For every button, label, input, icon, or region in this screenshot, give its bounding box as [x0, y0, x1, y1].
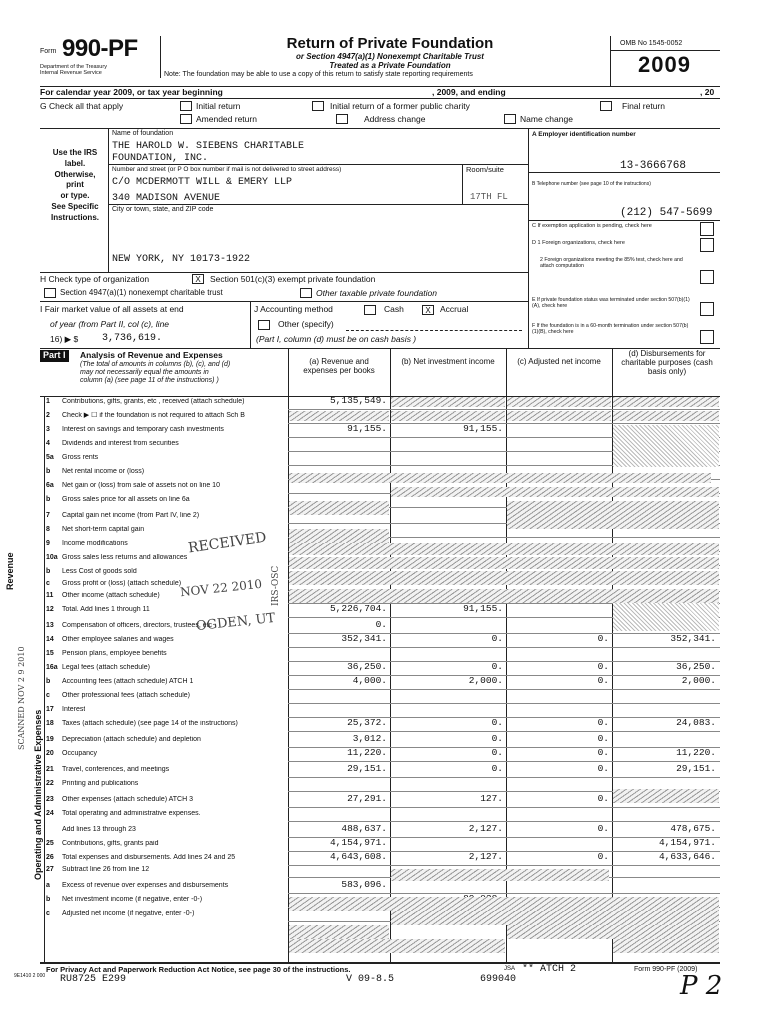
- d1-label: D 1 Foreign organizations, check here: [532, 240, 625, 246]
- row-value-b: 2,127.: [468, 851, 503, 862]
- footer-version: V 09-8.5: [346, 974, 395, 985]
- row-label: Net short-term capital gain: [62, 526, 145, 533]
- atch-label: ** ATCH 2: [522, 964, 577, 975]
- row-number: 21: [46, 766, 54, 773]
- row-number: c: [46, 910, 50, 917]
- row-label: Total. Add lines 1 through 11: [62, 606, 150, 613]
- j-accrual-label: Accrual: [440, 304, 469, 314]
- row-value-d: 352,341.: [670, 633, 716, 644]
- phone-value: (212) 547-5699: [620, 207, 713, 219]
- row-value-a: 0.: [375, 619, 387, 630]
- h-501-checkbox[interactable]: X: [192, 274, 204, 284]
- col-b-header: (b) Net investment income: [401, 357, 495, 366]
- f-checkbox[interactable]: [700, 330, 714, 344]
- row-number: 23: [46, 796, 54, 803]
- row-number: 8: [46, 526, 50, 533]
- row-value-d: 11,220.: [676, 747, 716, 758]
- f-label: F If the foundation is in a 60-month termination under section 507(b)(1)(B), check here: [532, 323, 689, 335]
- footer-code-2: RU8725 E299: [60, 974, 127, 985]
- row-number: 13: [46, 622, 54, 629]
- calendar-year-line: For calendar year 2009, or tax year beginning: [40, 87, 223, 97]
- initial-former-checkbox[interactable]: [312, 101, 324, 111]
- row-value-a: 27,291.: [347, 793, 387, 804]
- row-label: Check ▶ ☐ if the foundation is not required to attach Sch B: [62, 412, 245, 419]
- row-value-a: 5,226,704.: [329, 603, 387, 614]
- row-number: 19: [46, 736, 54, 743]
- row-value-b: 91,155.: [463, 603, 503, 614]
- row-label: Adjusted net income (if negative, enter -0-): [62, 910, 195, 917]
- col-d-header: (d) Disbursements for charitable purposes (cash basis only): [621, 349, 713, 376]
- row-number: 16a: [46, 664, 58, 671]
- row-value-b: 127.: [480, 793, 503, 804]
- final-return-checkbox[interactable]: [600, 101, 612, 111]
- row-label: Gross sales less returns and allowances: [62, 554, 188, 561]
- row-value-c: 0.: [597, 793, 609, 804]
- row-number: 11: [46, 592, 54, 599]
- row-number: 1: [46, 398, 50, 405]
- row-label: Subtract line 26 from line 12: [62, 866, 150, 873]
- row-label: Taxes (attach schedule) (see page 14 of the instructions): [62, 720, 238, 727]
- row-value-d: 2,000.: [681, 675, 716, 686]
- row-value-a: 4,154,971.: [329, 837, 387, 848]
- row-label: Gross sales price for all assets on line 6a: [62, 496, 190, 503]
- part-heading-note-2: may not necessarily equal the amounts in: [80, 369, 209, 376]
- c-checkbox[interactable]: [700, 222, 714, 236]
- row-number: c: [46, 580, 50, 587]
- row-number: b: [46, 496, 51, 503]
- name-label: Name of foundation: [112, 130, 174, 137]
- ein-label: A Employer identification number: [532, 131, 636, 138]
- form-footer-ref: Form 990-PF (2009): [634, 966, 698, 973]
- handwritten-page: P 2: [680, 971, 723, 1001]
- row-value-a: 352,341.: [341, 633, 387, 644]
- row-number: 3: [46, 426, 50, 433]
- j-cash-checkbox[interactable]: [364, 305, 376, 315]
- row-label: Legal fees (attach schedule): [62, 664, 150, 671]
- row-label: Accounting fees (attach schedule) ATCH 1: [62, 678, 194, 685]
- org-name-2: FOUNDATION, INC.: [112, 153, 209, 164]
- row-label: Interest on savings and temporary cash investments: [62, 426, 224, 433]
- row-label: Pension plans, employee benefits: [62, 650, 167, 657]
- row-value-b: 0.: [491, 633, 503, 644]
- name-change-label: Name change: [520, 114, 573, 124]
- row-label: Printing and publications: [62, 780, 139, 787]
- h-501-label: Section 501(c)(3) exempt private foundation: [210, 274, 376, 284]
- and-ending-label: , 2009, and ending: [432, 87, 506, 97]
- row-value-d: 478,675.: [670, 823, 716, 834]
- h-4947-checkbox[interactable]: [44, 288, 56, 298]
- row-label: Travel, conferences, and meetings: [62, 766, 170, 773]
- j-accrual-checkbox[interactable]: X: [422, 305, 434, 315]
- row-label: Income modifications: [62, 540, 128, 547]
- part-label: Part I: [40, 350, 69, 362]
- row-number: 6a: [46, 482, 54, 489]
- row-value-a: 91,155.: [347, 423, 387, 434]
- row-value-a: 5,135,549.: [329, 395, 387, 406]
- ein-value: 13-3666768: [620, 160, 687, 172]
- amended-return-checkbox[interactable]: [180, 114, 192, 124]
- date-stamp: NOV 22 2010: [179, 576, 263, 600]
- row-number: b: [46, 568, 51, 575]
- row-number: 24: [46, 810, 54, 817]
- j-other-checkbox[interactable]: [258, 320, 270, 330]
- row-value-a: 488,637.: [341, 823, 387, 834]
- org-name-1: THE HAROLD W. SIEBENS CHARITABLE: [112, 141, 305, 152]
- row-label: Depreciation (attach schedule) and depletion: [62, 736, 201, 743]
- row-value-b: 0.: [491, 717, 503, 728]
- dept-label: Department of the Treasury: [40, 64, 107, 70]
- form-number: 990-PF: [62, 35, 138, 62]
- street-2: 340 MADISON AVENUE: [112, 193, 221, 204]
- row-value-c: 0.: [597, 733, 609, 744]
- scanned-stamp: SCANNED NOV 2 9 2010: [17, 646, 26, 750]
- form-prefix: Form: [40, 48, 57, 55]
- row-number: 27: [46, 866, 54, 873]
- d2-label: 2 Foreign organizations meeting the 85% test, check here and attach computation: [540, 257, 683, 269]
- h-label: H Check type of organization: [40, 274, 150, 284]
- row-number: c: [46, 692, 50, 699]
- row-label: Contributions, gifts, grants paid: [62, 840, 159, 847]
- row-value-c: 0.: [597, 747, 609, 758]
- j-note: (Part I, column (d) must be on cash basis ): [256, 334, 417, 344]
- phone-label: B Telephone number (see page 10 of the instructions): [532, 181, 651, 187]
- row-value-b: 2,000.: [468, 675, 503, 686]
- row-number: 7: [46, 512, 50, 519]
- row-label: Dividends and interest from securities: [62, 440, 179, 447]
- footer-code-1: 9E1410 2 000: [14, 973, 46, 979]
- h-other-checkbox[interactable]: [300, 288, 312, 298]
- form-subtitle-1: or Section 4947(a)(1) Nonexempt Charitable Trust: [296, 52, 484, 61]
- row-label: Net investment income (if negative, enter -0-): [62, 896, 203, 903]
- row-value-a: 25,372.: [347, 717, 387, 728]
- row-number: b: [46, 678, 51, 685]
- omb-number: OMB No 1545-0052: [620, 40, 683, 47]
- row-label: Occupancy: [62, 750, 98, 757]
- street-label: Number and street (or P O box number if mail is not delivered to street address): [112, 166, 342, 173]
- amended-return-label: Amended return: [196, 114, 257, 124]
- j-cash-label: Cash: [384, 304, 404, 314]
- g-label: G Check all that apply: [40, 101, 124, 111]
- name-change-checkbox[interactable]: [504, 114, 516, 124]
- d2-checkbox[interactable]: [700, 270, 714, 284]
- address-change-label: Address change: [364, 114, 426, 124]
- row-value-c: 0.: [597, 633, 609, 644]
- expenses-side-label: Operating and Administrative Expenses: [33, 709, 43, 880]
- row-number: 5a: [46, 454, 54, 461]
- e-label: E If private foundation status was terminated under section 507(b)(1)(A), check here: [532, 297, 690, 309]
- jsa-label: JSA: [504, 966, 516, 972]
- initial-return-checkbox[interactable]: [180, 101, 192, 111]
- row-number: a: [46, 882, 50, 889]
- row-label: Net gain or (loss) from sale of assets not on line 10: [62, 482, 220, 489]
- address-change-checkbox[interactable]: [336, 114, 348, 124]
- row-value-b: 0.: [491, 763, 503, 774]
- row-value-a: 11,220.: [347, 747, 387, 758]
- i-label-2: of year (from Part II, col (c), line: [50, 319, 170, 329]
- row-value-b: 2,127.: [468, 823, 503, 834]
- row-number: 2: [46, 412, 50, 419]
- row-value-b: 91,155.: [463, 423, 503, 434]
- city-value: NEW YORK, NY 10173-1922: [112, 254, 251, 265]
- row-label: Total expenses and disbursements. Add lines 24 and 25: [62, 854, 236, 861]
- row-number: 12: [46, 606, 54, 613]
- part-heading-note-1: (The total of amounts in columns (b), (c), and (d): [80, 361, 231, 368]
- row-value-a: 4,000.: [352, 675, 387, 686]
- revenue-side-label: Revenue: [5, 552, 15, 590]
- label-instructions: Use the IRS label. Otherwise, print or type. See Specific Instructions.: [50, 148, 99, 222]
- part-heading: Analysis of Revenue and Expenses: [80, 350, 223, 360]
- row-label: Interest: [62, 706, 86, 713]
- row-label: Contributions, gifts, grants, etc , received (attach schedule): [62, 398, 245, 405]
- row-value-d: 29,151.: [676, 763, 716, 774]
- row-label: Net rental income or (loss): [62, 468, 145, 475]
- street-1: C/O MCDERMOTT WILL & EMERY LLP: [112, 177, 293, 188]
- row-number: 4: [46, 440, 50, 447]
- row-value-c: 0.: [597, 763, 609, 774]
- e-checkbox[interactable]: [700, 302, 714, 316]
- ending-year: , 20: [700, 87, 715, 97]
- row-label: Total operating and administrative expenses.: [62, 810, 201, 817]
- row-number: 15: [46, 650, 54, 657]
- room-label: Room/suite: [466, 165, 504, 174]
- form-title: Return of Private Foundation: [286, 35, 494, 52]
- row-label: Capital gain net income (from Part IV, line 2): [62, 512, 200, 519]
- row-number: b: [46, 468, 51, 475]
- row-value-b: 0.: [491, 733, 503, 744]
- row-value-c: 0.: [597, 851, 609, 862]
- row-label: Gross profit or (loss) (attach schedule): [62, 580, 182, 587]
- row-value-c: 0.: [597, 675, 609, 686]
- j-label: J Accounting method: [254, 304, 333, 314]
- col-a-header: (a) Revenue and expenses per books: [303, 357, 375, 375]
- row-value-b: 0.: [491, 661, 503, 672]
- tax-year: 2009: [638, 52, 691, 77]
- row-number: 26: [46, 854, 54, 861]
- row-number: b: [46, 896, 51, 903]
- row-value-d: 4,154,971.: [658, 837, 716, 848]
- form-subtitle-2: Treated as a Private Foundation: [329, 61, 451, 70]
- row-number: 18: [46, 720, 54, 727]
- row-value-d: 36,250.: [676, 661, 716, 672]
- row-label: Excess of revenue over expenses and disbursements: [62, 882, 229, 889]
- col-c-header: (c) Adjusted net income: [517, 357, 601, 366]
- row-value-a: 583,096.: [341, 879, 387, 890]
- row-value-c: 0.: [597, 717, 609, 728]
- room-value: 17TH FL: [470, 192, 508, 202]
- row-number: 20: [46, 750, 54, 757]
- row-value-b: 0.: [491, 747, 503, 758]
- final-return-label: Final return: [622, 101, 665, 111]
- row-value-a: 36,250.: [347, 661, 387, 672]
- row-label: Less Cost of goods sold: [62, 568, 137, 575]
- ogden-stamp: OGDEN, UT: [195, 610, 276, 635]
- privacy-notice: For Privacy Act and Paperwork Reduction Act Notice, see page 30 of the instructions.: [46, 965, 351, 974]
- row-label: Other employee salaries and wages: [62, 636, 174, 643]
- j-other-label: Other (specify): [278, 319, 334, 329]
- i-label-3: 16) ▶ $: [50, 334, 79, 344]
- row-label: Gross rents: [62, 454, 99, 461]
- part-heading-note-3: column (a) (see page 11 of the instructions) ): [80, 377, 219, 384]
- row-number: 9: [46, 540, 50, 547]
- received-stamp: RECEIVED: [187, 529, 268, 557]
- footer-number: 699040: [480, 974, 517, 985]
- irs-label: Internal Revenue Service: [40, 70, 102, 76]
- d1-checkbox[interactable]: [700, 238, 714, 252]
- i-label-1: I Fair market value of all assets at end: [40, 304, 184, 314]
- h-4947-label: Section 4947(a)(1) nonexempt charitable trust: [60, 288, 223, 297]
- initial-former-label: Initial return of a former public charity: [330, 101, 470, 111]
- form-note: Note: The foundation may be able to use a copy of this return to satisfy state reporting requirements: [164, 71, 473, 78]
- city-label: City or town, state, and ZIP code: [112, 206, 214, 213]
- row-number: 14: [46, 636, 54, 643]
- row-number: 10a: [46, 554, 58, 561]
- row-value-d: 4,633,646.: [658, 851, 716, 862]
- row-label: Other income (attach schedule): [62, 592, 160, 599]
- row-value-a: 4,643,608.: [329, 851, 387, 862]
- initial-return-label: Initial return: [196, 101, 241, 111]
- row-label: Add lines 13 through 23: [62, 826, 136, 833]
- row-value-c: 0.: [597, 661, 609, 672]
- row-number: 17: [46, 706, 54, 713]
- row-value-c: 0.: [597, 823, 609, 834]
- row-label: Compensation of officers, directors, trustees, etc: [62, 622, 213, 629]
- h-other-label: Other taxable private foundation: [316, 288, 437, 298]
- row-value-a: 29,151.: [347, 763, 387, 774]
- i-value: 3,736,619.: [102, 333, 163, 344]
- row-value-d: 24,083.: [676, 717, 716, 728]
- c-label: C If exemption application is pending, check here: [532, 223, 652, 229]
- irs-osc-stamp: IRS-OSC: [271, 565, 281, 606]
- row-number: 22: [46, 780, 54, 787]
- row-value-a: 3,012.: [352, 733, 387, 744]
- row-number: 25: [46, 840, 54, 847]
- row-label: Other expenses (attach schedule) ATCH 3: [62, 796, 193, 803]
- row-label: Other professional fees (attach schedule): [62, 692, 191, 699]
